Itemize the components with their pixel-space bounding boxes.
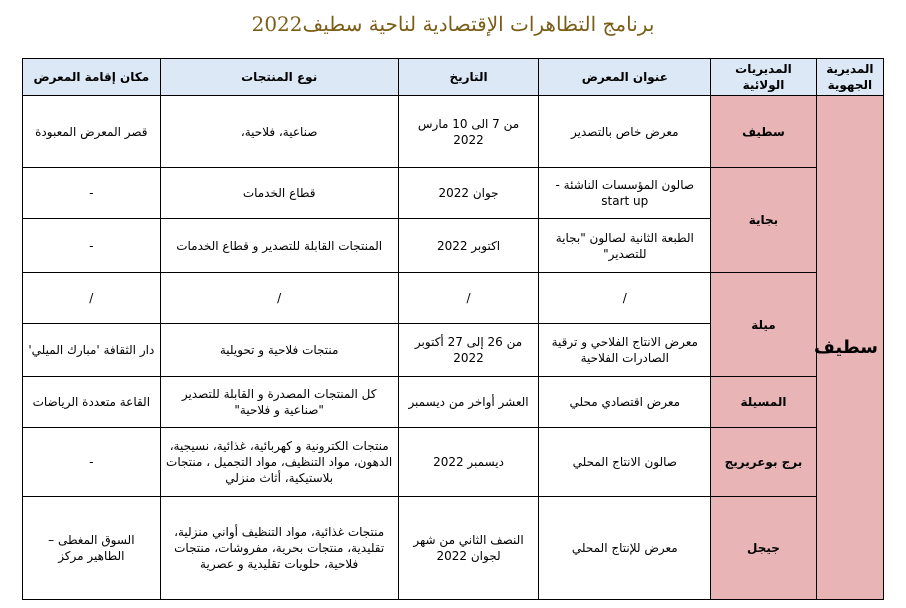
table-row (23, 497, 884, 600)
date-cell: من 26 إلى 27 أكتوبر 2022 (398, 324, 539, 377)
header-venue: مكان إقامة المعرض (23, 59, 161, 96)
table-row (23, 377, 884, 428)
products-cell: كل المنتجات المصدرة و القابلة للتصدير "صناعية و فلاحية" (160, 377, 398, 428)
directorate-cell: برج بوعريريج (711, 428, 817, 497)
venue-cell: - (23, 428, 161, 497)
venue-cell: قصر المعرض المعبودة (23, 96, 161, 168)
exhibition-title-cell: معرض اقتصادي محلي (539, 377, 711, 428)
directorate-cell: سطيف (711, 96, 817, 168)
venue-cell: القاعة متعددة الرياضات (23, 377, 161, 428)
venue-cell: دار الثقافة 'مبارك الميلي' (23, 324, 161, 377)
products-cell: صناعية، فلاحية، (160, 96, 398, 168)
venue-cell: - (23, 168, 161, 219)
products-cell: منتجات الكترونية و كهربائية، غذائية، نسيجية، الدهون، مواد التنظيف، مواد التجميل ، منتجات بلاستيكية، أثاث منزلي (160, 428, 398, 497)
date-cell: العشر أواخر من ديسمبر (398, 377, 539, 428)
region-cell: سطيف (816, 96, 883, 600)
header-exhibition-title: عنوان المعرض (539, 59, 711, 96)
products-cell: منتجات فلاحية و تحويلية (160, 324, 398, 377)
header-region: المديرية الجهوية (816, 59, 883, 96)
products-cell: قطاع الخدمات (160, 168, 398, 219)
directorate-cell: جيجل (711, 497, 817, 600)
venue-cell: / (23, 273, 161, 324)
exhibition-title-cell: معرض خاص بالتصدير (539, 96, 711, 168)
page-title: برنامج التظاهرات الإقتصادية لناحية سطيف2022 (251, 12, 655, 36)
exhibition-title-cell: معرض الانتاج الفلاحي و ترقية الصادرات الفلاحية (539, 324, 711, 377)
date-cell: جوان 2022 (398, 168, 539, 219)
directorate-cell: المسيلة (711, 377, 817, 428)
venue-cell: - (23, 219, 161, 273)
date-cell: / (398, 273, 539, 324)
program-table (22, 58, 884, 600)
table-row (23, 96, 884, 168)
header-products: نوع المنتجات (160, 59, 398, 96)
exhibition-title-cell: الطبعة الثانية لصالون "بجاية للتصدير" (539, 219, 711, 273)
date-cell: اكتوبر 2022 (398, 219, 539, 273)
table-row (23, 273, 884, 324)
table-row (23, 168, 884, 219)
products-cell: المنتجات القابلة للتصدير و قطاع الخدمات (160, 219, 398, 273)
header-directorates: المديريات الولائية (711, 59, 817, 96)
exhibition-title-cell: معرض للإنتاج المحلي (539, 497, 711, 600)
venue-cell: السوق المغطى – الطاهير مركز (23, 497, 161, 600)
products-cell: منتجات غذائية، مواد التنظيف أواني منزلية، تقليدية، منتجات بحرية، مفروشات، منتجات فلاحية، حلويات تقليدية و عصرية (160, 497, 398, 600)
exhibition-title-cell: صالون المؤسسات الناشئة -start up (539, 168, 711, 219)
date-cell: من 7 الى 10 مارس 2022 (398, 96, 539, 168)
directorate-cell: ميلة (711, 273, 817, 377)
products-cell: / (160, 273, 398, 324)
table-row (23, 428, 884, 497)
header-date: التاريخ (398, 59, 539, 96)
date-cell: النصف الثاني من شهر لجوان 2022 (398, 497, 539, 600)
exhibition-title-cell: / (539, 273, 711, 324)
directorate-cell: بجاية (711, 168, 817, 273)
exhibition-title-cell: صالون الانتاج المحلي (539, 428, 711, 497)
date-cell: ديسمبر 2022 (398, 428, 539, 497)
table-header (23, 59, 884, 96)
